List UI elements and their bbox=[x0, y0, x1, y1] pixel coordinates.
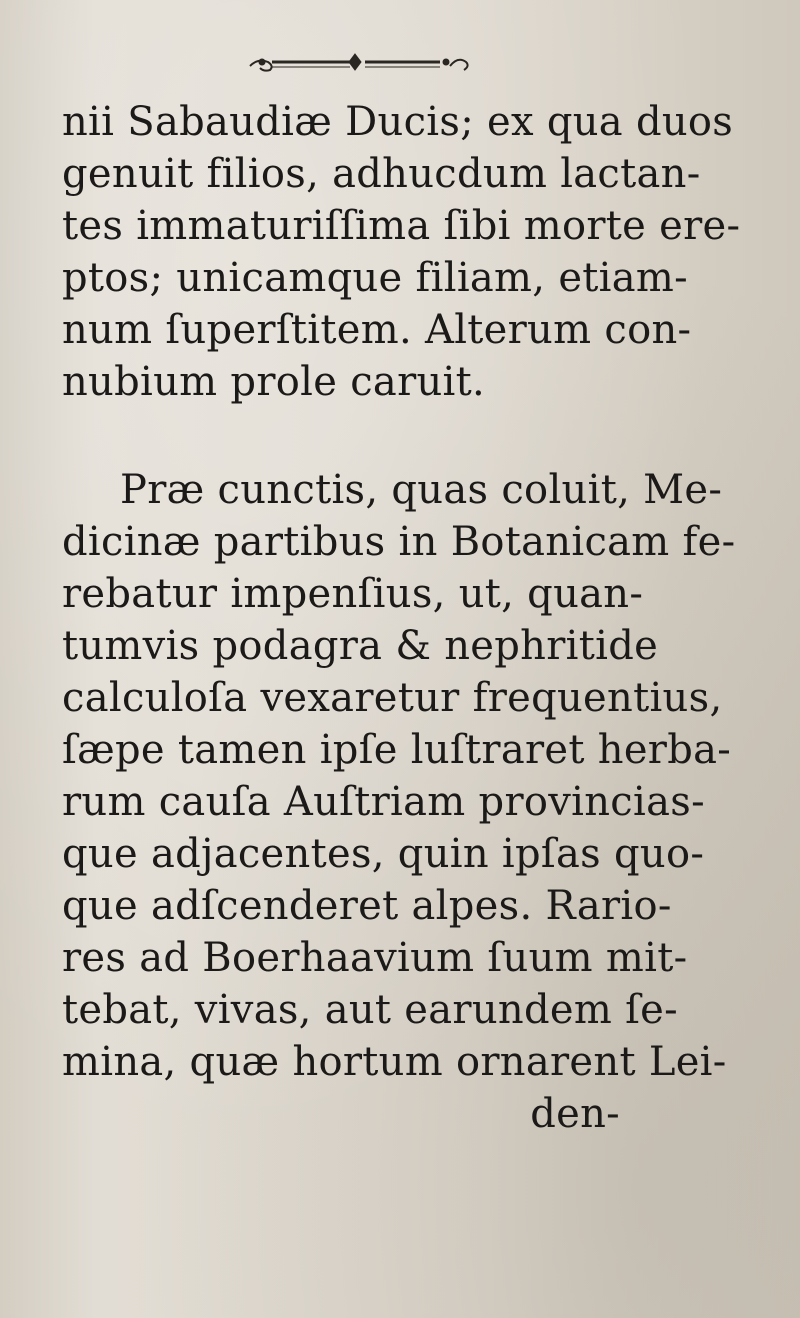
text-line: dicinæ partibus in Botanicam fe- bbox=[62, 519, 736, 565]
text-line: nii Sabaudiæ Ducis; ex qua duos bbox=[62, 99, 734, 145]
paragraph-1 bbox=[62, 96, 741, 408]
text-line: tes immaturiſſima ſibi morte ere- bbox=[62, 203, 741, 249]
text-line: ſæpe tamen ipſe luſtraret herba- bbox=[62, 727, 732, 773]
text-line: tumvis podagra & nephritide bbox=[62, 623, 659, 669]
text-line: genuit filios, adhucdum lactan- bbox=[62, 151, 701, 197]
text-line: mina, quæ hortum ornarent Lei- bbox=[62, 1039, 727, 1085]
text-line: nubium prole caruit. bbox=[62, 359, 486, 405]
text-line: que adſcenderet alpes. Rario- bbox=[62, 883, 672, 929]
text-line: Præ cunctis, quas coluit, Me- bbox=[120, 467, 723, 513]
text-line: ptos; unicamque filiam, etiam- bbox=[62, 255, 688, 301]
text-line: que adjacentes, quin ipſas quo- bbox=[62, 831, 705, 877]
text-line: res ad Boerhaavium ſuum mit- bbox=[62, 935, 688, 981]
catchword: den- bbox=[530, 1091, 620, 1137]
paragraph-gap bbox=[62, 408, 622, 464]
text-line: num ſuperſtitem. Alterum con- bbox=[62, 307, 692, 353]
text-line: rebatur impenſius, ut, quan- bbox=[62, 571, 644, 617]
headpiece-ornament bbox=[0, 40, 800, 80]
text-line: tebat, vivas, aut earundem ſe- bbox=[62, 987, 678, 1033]
text-line: rum cauſa Auſtriam provincias- bbox=[62, 779, 705, 825]
text-line: calculoſa vexaretur frequentius, bbox=[62, 675, 723, 721]
body-text bbox=[62, 96, 741, 1140]
paragraph-2 bbox=[62, 464, 736, 1088]
